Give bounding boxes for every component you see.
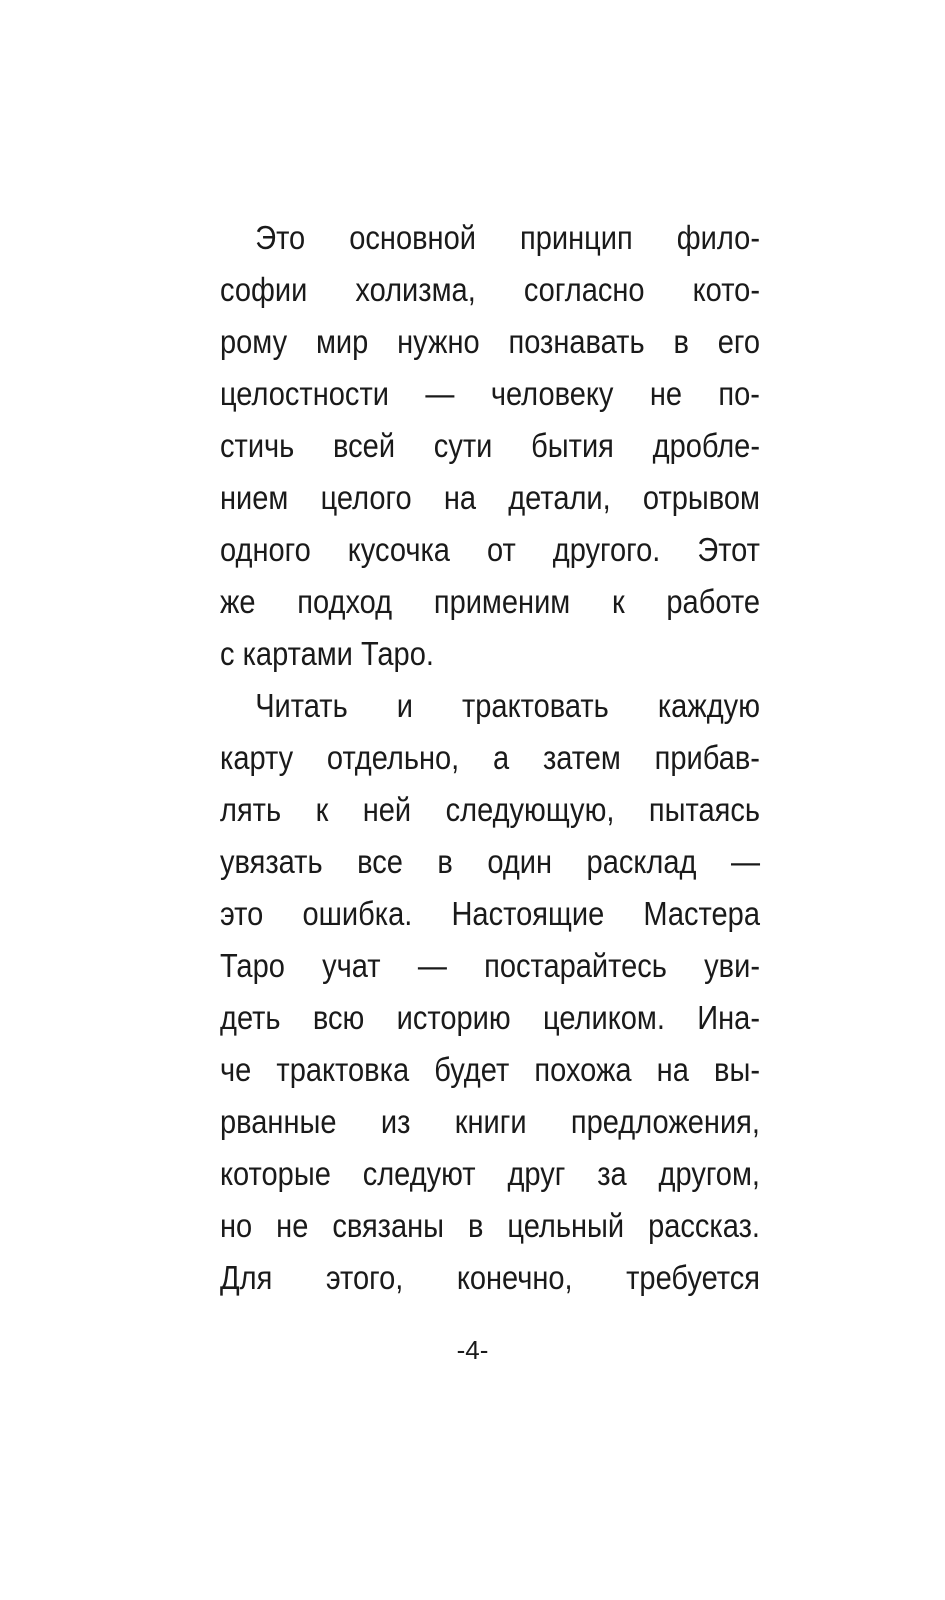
text-line: рванные из книги предложения, bbox=[220, 1103, 760, 1140]
body-text bbox=[220, 212, 760, 1304]
text-line: увязать все в один расклад — bbox=[220, 843, 760, 880]
text-line: карту отдельно, а затем прибав- bbox=[220, 739, 760, 776]
text-line: нием целого на детали, отрывом bbox=[220, 479, 760, 516]
text-line: же подход применим к работе bbox=[220, 583, 760, 620]
text-line: целостности — человеку не по- bbox=[220, 375, 760, 412]
text-line: рому мир нужно познавать в его bbox=[220, 323, 760, 360]
text-line: че трактовка будет похожа на вы- bbox=[220, 1051, 760, 1088]
text-line: деть всю историю целиком. Ина- bbox=[220, 999, 760, 1036]
text-line: это ошибка. Настоящие Мастера bbox=[220, 895, 760, 932]
text-line: но не связаны в цельный рассказ. bbox=[220, 1207, 760, 1244]
text-line: софии холизма, согласно кото- bbox=[220, 271, 760, 308]
paragraph bbox=[220, 680, 760, 1304]
text-line: стичь всей сути бытия дробле- bbox=[220, 427, 760, 464]
text-line: которые следуют друг за другом, bbox=[220, 1155, 760, 1192]
text-line: Это основной принцип фило- bbox=[255, 219, 760, 256]
text-line: с картами Таро. bbox=[220, 635, 434, 672]
text-line: Читать и трактовать каждую bbox=[255, 687, 760, 724]
text-line: Для этого, конечно, требуется bbox=[220, 1259, 760, 1296]
text-line: Таро учат — постарайтесь уви- bbox=[220, 947, 760, 984]
text-line: одного кусочка от другого. Этот bbox=[220, 531, 760, 568]
page-number: -4- bbox=[456, 1335, 489, 1365]
text-line: лять к ней следующую, пытаясь bbox=[220, 791, 760, 828]
paragraph bbox=[220, 212, 760, 680]
